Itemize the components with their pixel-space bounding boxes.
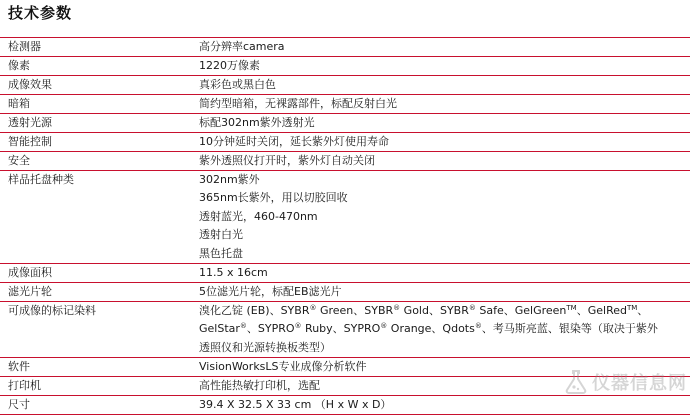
spec-value: 11.5 x 16cm [189,264,690,283]
table-row [0,95,690,114]
spec-key: 成像面积 [0,264,189,283]
table-row [0,283,690,302]
spec-value: 1220万像素 [189,57,690,76]
dye-line: 透照仪和光源转换板类型） [199,340,331,354]
spec-value: 高分辨率camera [189,38,690,57]
spec-table [0,38,690,415]
spec-key: 检测器 [0,38,189,57]
watermark [564,369,687,395]
dye-line: GelStar®、SYPRO® Ruby、SYPRO® Orange、Qdots®、考马斯亮蓝、银染等（取决于紫外 [199,322,658,336]
spec-key: 暗箱 [0,95,189,114]
spec-key: 软件 [0,358,189,377]
spec-key: 样品托盘种类 [0,171,189,264]
spec-value: 紫外透照仪打开时，紫外灯自动关闭 [189,152,690,171]
table-row [0,302,690,358]
dye-line: 溴化乙锭 (EB)、SYBR® Green、SYBR® Gold、SYBR® Safe、GelGreen™、GelRed™、 [199,304,649,318]
table-row [0,171,690,264]
table-row [0,264,690,283]
table-row [0,38,690,57]
spec-value: 标配302nm紫外透射光 [189,114,690,133]
spec-key: 智能控制 [0,133,189,152]
table-row [0,133,690,152]
tray-option: 302nm紫外 [199,173,260,186]
table-row [0,114,690,133]
spec-key: 安全 [0,152,189,171]
tray-option: 365nm长紫外，用以切胶回收 [199,191,348,205]
table-row [0,152,690,171]
section-title: 技术参数 [8,4,73,22]
table-row [0,76,690,95]
spec-value: 真彩色或黑白色 [189,76,690,95]
spec-value-list [189,171,690,264]
tray-option: 透射蓝光，460-470nm [199,209,318,223]
table-row [0,57,690,76]
watermark-text: 仪器信息网 [592,373,687,394]
table-row [0,396,690,415]
spec-key: 可成像的标记染料 [0,302,189,358]
spec-key: 滤光片轮 [0,283,189,302]
spec-key: 透射光源 [0,114,189,133]
spec-value: 简约型暗箱，无裸露部件，标配反射白光 [189,95,690,114]
tray-option: 透射白光 [199,228,243,242]
instrument-flask-logo-icon [564,369,588,395]
spec-value: 5位滤光片轮，标配EB滤光片 [189,283,690,302]
spec-value: VisionWorksLS专业成像分析软件 [189,358,690,377]
spec-value: 10分钟延时关闭，延长紫外灯使用寿命 [189,133,690,152]
spec-key: 尺寸 [0,396,189,415]
tray-option: 黑色托盘 [199,246,243,260]
spec-key: 打印机 [0,377,189,396]
spec-value: 39.4 X 32.5 X 33 cm （H x W x D） [189,396,690,415]
spec-key: 像素 [0,57,189,76]
dye-list [189,302,690,358]
spec-key: 成像效果 [0,76,189,95]
spec-value: 高性能热敏打印机，选配 [189,377,690,396]
